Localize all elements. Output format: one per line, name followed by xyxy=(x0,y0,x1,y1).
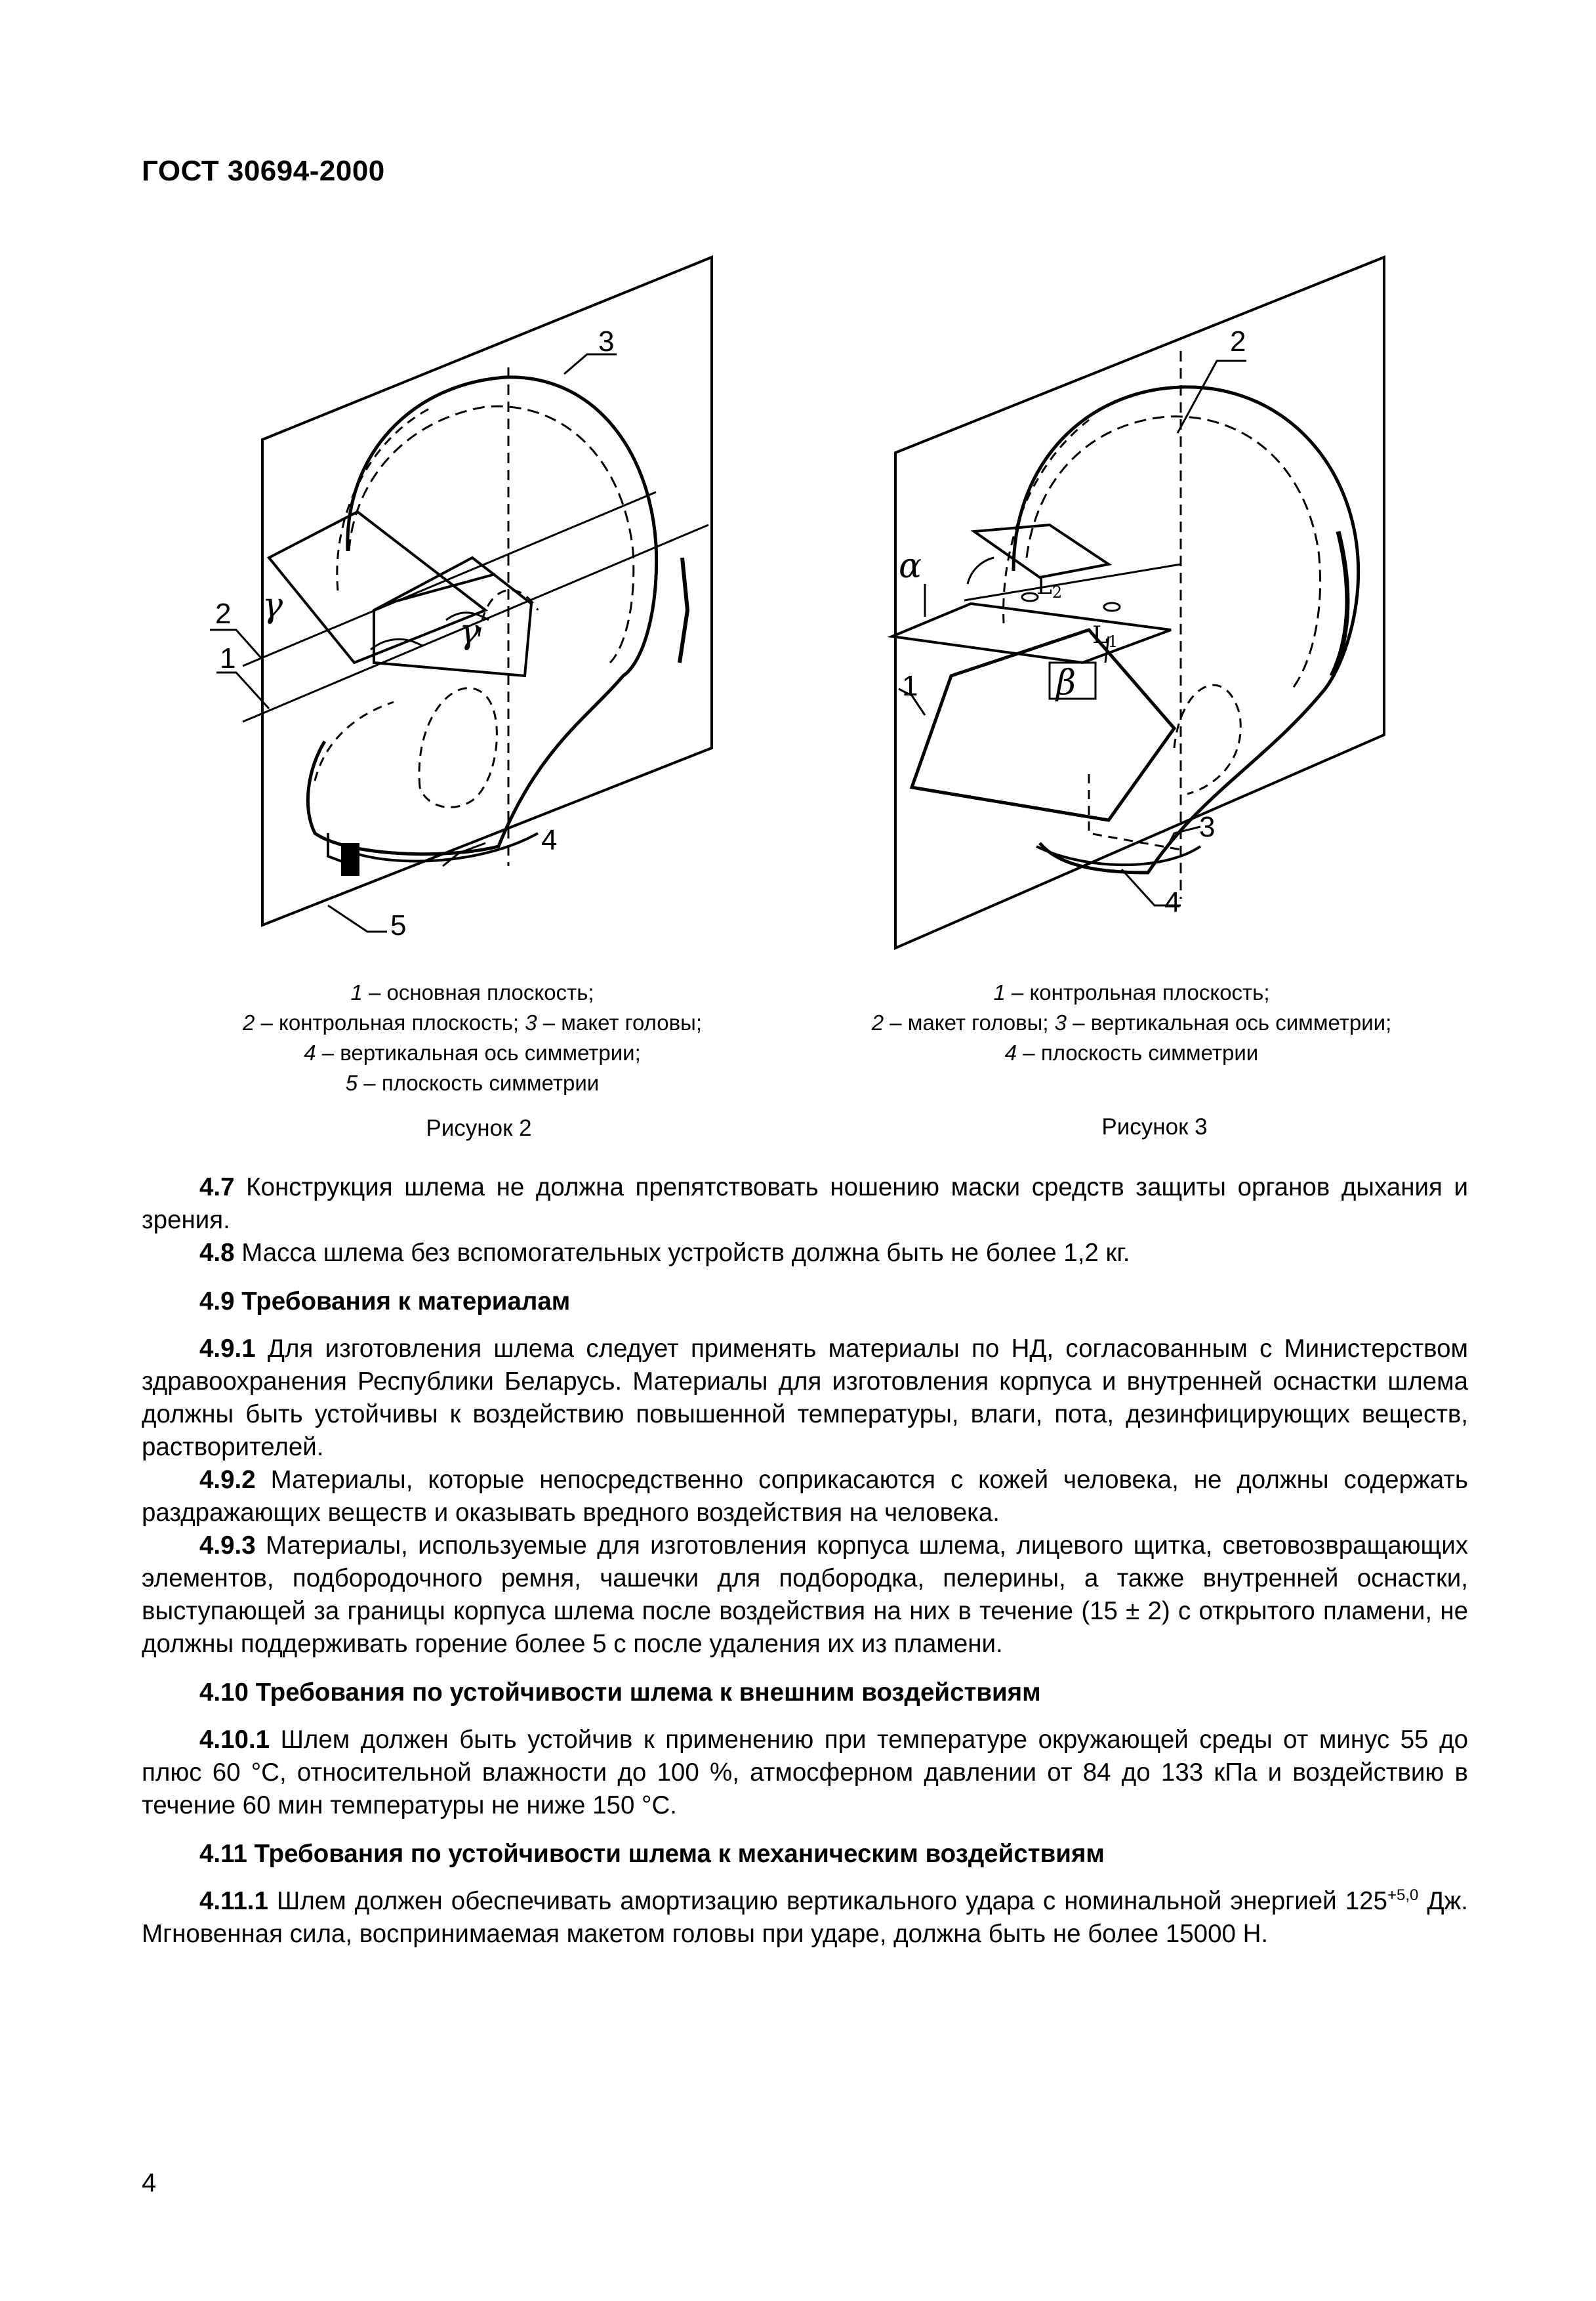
fig2-label-1: 1 xyxy=(220,642,236,674)
symmetry-plane xyxy=(262,257,712,925)
fig3-l1: L1 xyxy=(1092,622,1118,651)
figure-2-legend xyxy=(151,978,794,1098)
figure-3-drawing xyxy=(872,243,1463,971)
fig2-label-4: 4 xyxy=(541,824,558,856)
page-number: 4 xyxy=(142,2168,157,2197)
paragraph-4-9-2: 4.9.2 Материалы, которые непосредственно соприкасаются с кожей человека, не должны содержать раздражающих веществ и оказывать вредного воздействия на человека. xyxy=(142,1466,1468,1527)
figure-3-legend xyxy=(794,978,1469,1068)
figure-3 xyxy=(872,243,1463,971)
fig2-gamma-2: γ xyxy=(459,612,480,652)
legend-line: 1 – основная плоскость; xyxy=(350,980,594,1005)
paragraph-4-8: 4.8 Масса шлема без вспомогательных устройств должна быть не более 1,2 кг. xyxy=(199,1239,1130,1267)
paragraph-4-7: 4.7 Конструкция шлема не должна препятствовать ношению маски средств защиты органов дыхания и зрения. xyxy=(142,1173,1468,1234)
section-heading-4-10: 4.10 Требования по устойчивости шлема к внешним воздействиям xyxy=(199,1678,1041,1707)
legend-line: 5 – плоскость симметрии xyxy=(345,1071,600,1095)
legend-line: 2 – макет головы; 3 – вертикальная ось симметрии; xyxy=(871,1010,1392,1035)
fig2-gamma-1: γ xyxy=(262,586,283,625)
paragraph-4-9-3: 4.9.3 Материалы, используемые для изготовления корпуса шлема, лицевого щитка, световозвращающих элементов, подбородочного ремня, чашечки для подбородка, пелерины, а также внутренней оснастки, выступающей за границы корпуса шлема после воздействия на них в течение (15 ± 2) с открытого пламени, не должны поддерживать горение более 5 с после удаления их из пламени. xyxy=(142,1531,1468,1658)
fig2-label-5: 5 xyxy=(390,909,407,942)
head-outline xyxy=(1013,387,1359,873)
fig3-label-4: 4 xyxy=(1164,886,1181,919)
legend-line: 2 – контрольная плоскость; 3 – макет головы; xyxy=(242,1010,703,1035)
legend-line: 4 – плоскость симметрии xyxy=(1004,1041,1259,1065)
section-heading-4-9: 4.9 Требования к материалам xyxy=(199,1287,571,1316)
fig2-label-2: 2 xyxy=(215,598,232,630)
legend-line: 4 – вертикальная ось симметрии; xyxy=(304,1041,641,1065)
figure-2-caption: Рисунок 2 xyxy=(426,1115,532,1141)
paragraph-4-10-1: 4.10.1 Шлем должен быть устойчив к применению при температуре окружающей среды от минус 55 до плюс 60 °С, относительной влажности до 100 %, атмосферном давлении от 84 до 133 кПа и воздействию в течение 60 мин температуры не ниже 150 °С. xyxy=(142,1726,1468,1819)
fig3-label-2: 2 xyxy=(1230,325,1246,358)
figure-3-caption: Рисунок 3 xyxy=(1101,1114,1208,1140)
symmetry-plane xyxy=(895,257,1384,948)
legend-line: 1 – контрольная плоскость; xyxy=(993,980,1270,1005)
paragraph-4-9-1: 4.9.1 Для изготовления шлема следует применять материалы по НД, согласованным с Министерством здравоохранения Республики Беларусь. Материалы для изготовления корпуса и внутренней оснастки шлема должны быть устойчивы к воздействию повышенной температуры, влаги, пота, дезинфицирующих веществ, растворителей. xyxy=(142,1335,1468,1461)
fig3-l2: L2 xyxy=(1036,573,1063,602)
fig3-beta: β xyxy=(1056,663,1076,703)
fig3-alpha: α xyxy=(899,547,922,586)
document-body xyxy=(142,1171,1468,1951)
control-plane xyxy=(892,604,1171,663)
base-plane xyxy=(269,512,485,663)
section-heading-4-11: 4.11 Требования по устойчивости шлема к механическим воздействиям xyxy=(199,1840,1105,1868)
fig3-label-3: 3 xyxy=(1199,811,1216,843)
tolerance-superscript: +5,0 xyxy=(1387,1886,1419,1905)
fig3-label-1: 1 xyxy=(902,670,918,702)
document-header: ГОСТ 30694-2000 xyxy=(142,155,385,187)
fig2-label-3: 3 xyxy=(598,325,615,358)
figure-2 xyxy=(197,243,761,971)
paragraph-4-11-1: 4.11.1 Шлем должен обеспечивать амортизацию вертикального удара с номинальной энергией $125^{+5,0}$ Дж. Мгновенная сила, воспринимаемая макетом головы при ударе, должна быть не более 15000 Н. xyxy=(142,1886,1468,1948)
figure-2-drawing xyxy=(197,243,761,971)
